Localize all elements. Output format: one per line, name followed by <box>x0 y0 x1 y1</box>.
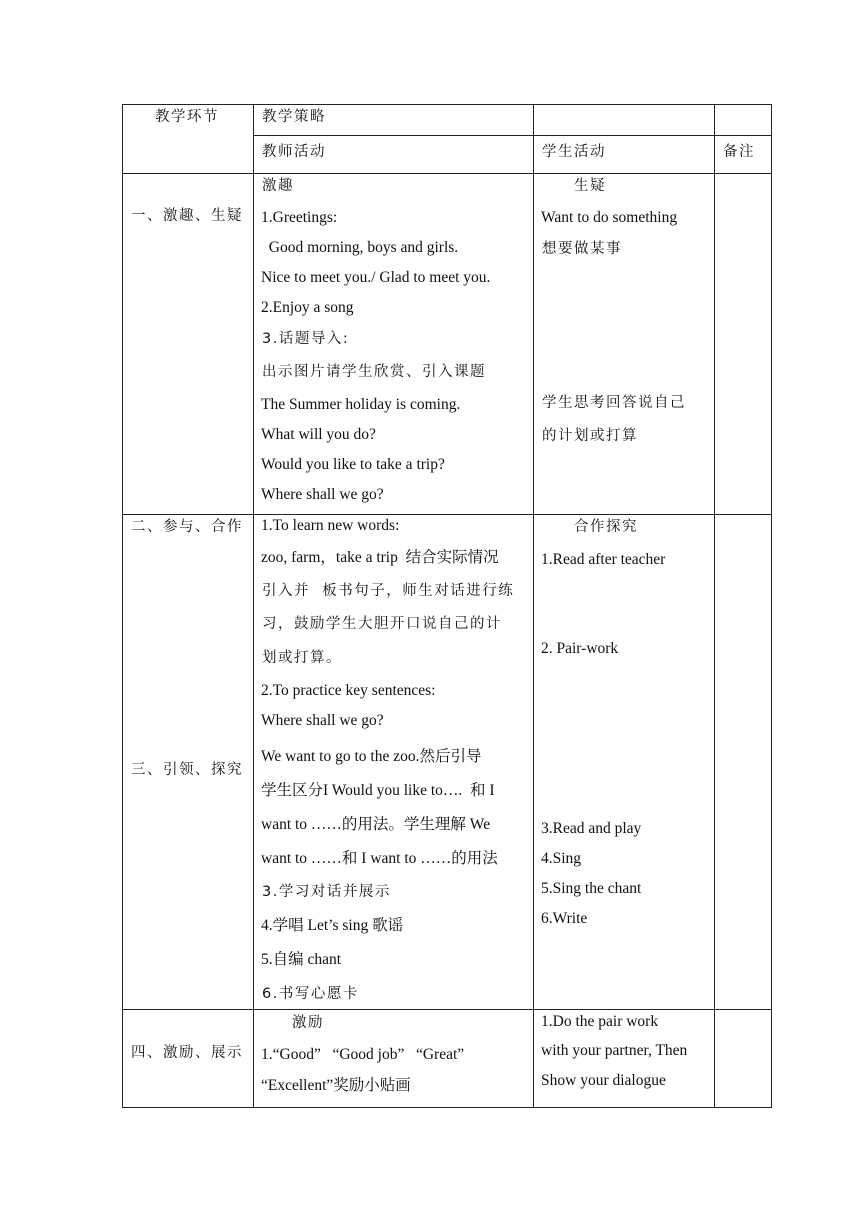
stage-4: 四、激励、展示 <box>131 1045 243 1061</box>
table-border-top <box>122 104 771 105</box>
row-divider-3 <box>122 1009 771 1010</box>
stage-2: 二、参与、合作 <box>131 519 243 535</box>
student-line: 生疑 <box>574 178 606 194</box>
col-divider-2 <box>533 104 534 1108</box>
header-teacher: 教师活动 <box>262 144 326 160</box>
table-border-bottom <box>122 1107 771 1108</box>
student-line: 1.Do the pair work <box>541 1013 659 1030</box>
teacher-line: 学生区分I Would you like to…. 和 I <box>261 782 495 799</box>
student-line: 的计划或打算 <box>542 428 638 444</box>
student-line: 想要做某事 <box>542 241 622 257</box>
teacher-line: 激励 <box>292 1015 324 1031</box>
teacher-line: The Summer holiday is coming. <box>261 396 461 413</box>
row-divider-header-sub <box>253 135 771 136</box>
teacher-line: want to ……的用法。学生理解 We <box>261 816 491 833</box>
header-strategy: 教学策略 <box>262 109 326 125</box>
student-line: with your partner, Then <box>541 1042 688 1059</box>
teacher-line: 1.“Good” “Good job” “Great” <box>261 1046 465 1063</box>
header-notes: 备注 <box>723 144 755 160</box>
teacher-line: want to ……和 I want to ……的用法 <box>261 850 498 867</box>
col-divider-1 <box>253 104 254 1108</box>
teacher-line: 习，鼓励学生大胆开口说自己的计 <box>262 616 502 632</box>
stage-3: 三、引领、探究 <box>131 762 243 778</box>
teacher-line: 2.Enjoy a song <box>261 299 354 316</box>
header-student: 学生活动 <box>542 144 606 160</box>
student-line: Want to do something <box>541 209 678 226</box>
row-divider-2 <box>122 514 771 515</box>
teacher-line: 3.学习对话并展示 <box>262 884 391 900</box>
teacher-line: “Excellent”奖励小贴画 <box>261 1077 411 1094</box>
student-line: 3.Read and play <box>541 820 642 837</box>
teacher-line: Where shall we go? <box>261 712 384 729</box>
teacher-line: 6.书写心愿卡 <box>262 986 359 1002</box>
student-line: 6.Write <box>541 910 588 927</box>
table-border-right <box>771 104 772 1108</box>
teacher-line: Would you like to take a trip? <box>261 456 445 473</box>
student-line: 1.Read after teacher <box>541 551 666 568</box>
student-line: 5.Sing the chant <box>541 880 642 897</box>
student-line: 2. Pair-work <box>541 640 619 657</box>
teacher-line: 3.话题导入: <box>262 331 350 347</box>
col-divider-3 <box>714 104 715 1108</box>
teacher-line: We want to go to the zoo.然后引导 <box>261 748 482 765</box>
student-line: 学生思考回答说自己 <box>542 395 686 411</box>
teacher-line: Nice to meet you./ Glad to meet you. <box>261 269 491 286</box>
teacher-line: 引入并 板书句子，师生对话进行练 <box>262 583 515 599</box>
student-line: 合作探究 <box>574 519 638 535</box>
teacher-line: zoo, farm，take a trip 结合实际情况 <box>261 549 499 566</box>
teacher-line: 划或打算。 <box>262 650 342 666</box>
student-line: 4.Sing <box>541 850 582 867</box>
teacher-line: 5.自编 chant <box>261 951 342 968</box>
table-border-left <box>122 104 123 1108</box>
teacher-line: 2.To practice key sentences: <box>261 682 436 699</box>
teacher-line: 4.学唱 Let’s sing 歌谣 <box>261 917 404 934</box>
stage-1: 一、激趣、生疑 <box>131 208 243 224</box>
teacher-line: 出示图片请学生欣赏、引入课题 <box>262 364 486 380</box>
teacher-line: Good morning, boys and girls. <box>261 239 459 256</box>
header-stage: 教学环节 <box>155 109 219 125</box>
student-line: Show your dialogue <box>541 1072 666 1089</box>
teacher-line: 1.Greetings: <box>261 209 338 226</box>
teacher-line: 激趣 <box>262 178 294 194</box>
row-divider-1 <box>122 173 771 174</box>
teacher-line: What will you do? <box>261 426 376 443</box>
teacher-line: 1.To learn new words: <box>261 517 400 534</box>
teacher-line: Where shall we go? <box>261 486 384 503</box>
